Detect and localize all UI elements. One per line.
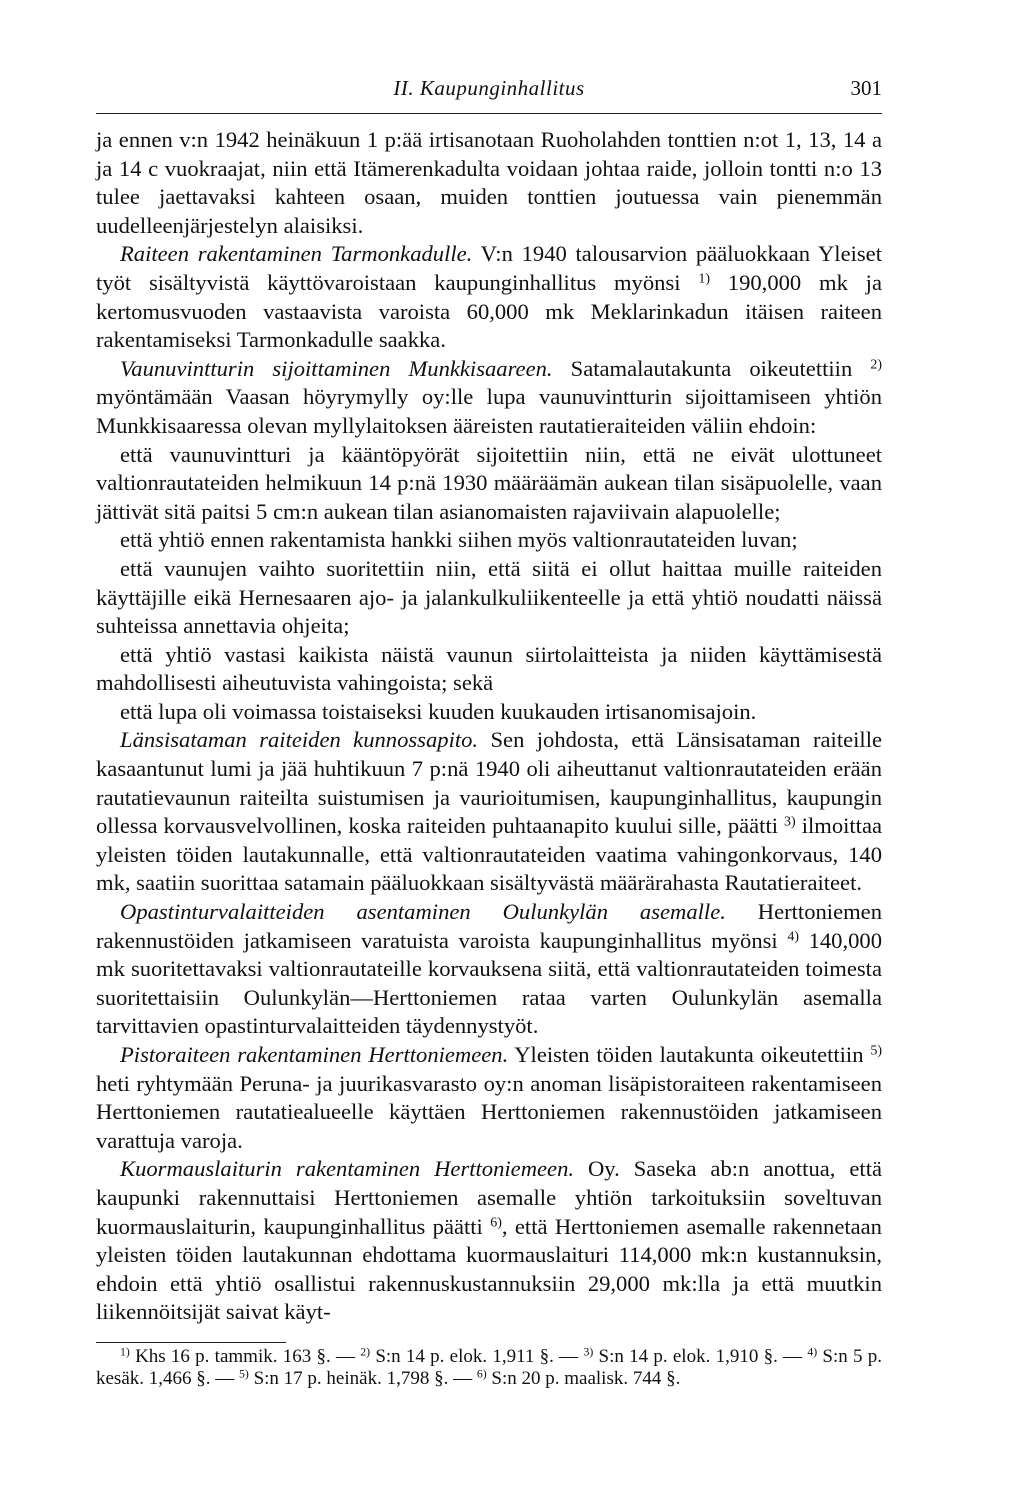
footnote-mark: 5) (239, 1367, 249, 1381)
condition-4 (96, 641, 882, 698)
paragraph-text: 140,000 mk suoritettavaksi valtionrautateille korvauksena siitä, että valtionrautateiden toimesta suoritettaisiin Oulunkylän—Herttoniemen rataa varten Oulunkylän asemalla tarvittavien opastinturvalaitteiden täydennystyöt. (96, 927, 883, 1039)
paragraph-text: heti ryhtymään Peruna- ja juurikasvarasto oy:n anoman lisäpistoraiteen rakentamiseen Herttoniemen rautatiealueelle käyttäen Herttoniemen rakennustöiden jatkamiseen varattuja varoja. (96, 1070, 882, 1153)
condition-2 (96, 526, 882, 555)
paragraph-text: myöntämään Vaasan höyrymylly oy:lle lupa vaunuvintturin sijoittamiseen yhtiön Munkkisaaressa olevan myllylaitoksen ääreisten rautatieraiteiden väliin ehdoin: (96, 384, 882, 438)
footnote-ref: 6) (490, 1214, 502, 1230)
running-head-title: II. Kaupunginhallitus (393, 76, 585, 100)
paragraph-text: Yleisten töiden lautakunta oikeutettiin (508, 1042, 871, 1067)
footnote-mark: 6) (476, 1367, 487, 1381)
condition-text: että yhtiö vastasi kaikista näistä vaunun siirtolaitteista ja niiden käyttämisestä mahdollisesti aiheutuvista vahingoista; sekä (96, 641, 882, 696)
running-head (96, 76, 882, 106)
paragraph-text: Oy. Saseka ab:n anottua, että kaupunki rakennuttaisi Herttoniemen asemalle yhtiön tarkoituksiin soveltuvan kuormauslaiturin, kaupunginhallitus päätti (96, 1156, 883, 1239)
footnotes (96, 1346, 882, 1390)
condition-5 (96, 698, 882, 727)
footnote-text: S:n 17 p. heinäk. 1,798 §. — (248, 1368, 477, 1389)
paragraph-text: ilmoittaa yleisten töiden lautakunnalle, että valtionrautateiden vaatima vahingonkorvaus, 140 mk, saatiin suorittaa satamain pääluokkaan sisältyvästä määrärahasta Rautatieraiteet. (96, 813, 883, 896)
paragraph-continuation (96, 126, 882, 240)
condition-3 (96, 555, 882, 641)
section-heading: Länsisataman raiteiden kunnossapito. (120, 727, 479, 753)
condition-text: että vaunujen vaihto suoritettiin niin, että siitä ei ollut haittaa muille raiteiden käyttäjille eikä Hernesaaren ajo- ja jalankulkuliikenteelle ja että yhtiö noudatti näissä suhteissa annettavia ohjeita; (96, 555, 882, 639)
footnote-ref: 1) (698, 271, 710, 287)
paragraph-lansisatama (96, 726, 882, 898)
footnote-mark: 2) (360, 1345, 371, 1359)
paragraph-text: 190,000 mk ja kertomusvuoden vastaavista varoista 60,000 mk Meklarinkadun itäisen raiteen rakentamiseksi Tarmonkadulle saakka. (96, 269, 882, 353)
paragraph-kuormauslaituri (96, 1155, 882, 1327)
footnote-ref: 2) (870, 357, 882, 373)
footnote-mark: 4) (807, 1345, 818, 1359)
paragraph-text: Sen johdosta, että Länsisataman raiteille kasaantunut lumi ja jää huhtikuun 7 p:nä 1940 oli aiheuttanut valtionrautateiden erään rautatievaunun raiteilta suistumisen ja vaurioitumisen, kaupunginhallitus, kaupungin ollessa korvausvelvollinen, koska raiteiden puhtaanapito kuului sille, päätti (96, 727, 882, 839)
footnote-mark: 3) (583, 1345, 594, 1359)
footnote-text: S:n 5 p. kesäk. 1,466 §. — (96, 1346, 882, 1389)
body-text (96, 126, 882, 1327)
section-heading: Pistoraiteen rakentaminen Herttoniemeen. (120, 1042, 509, 1067)
footnote-rule (96, 1342, 286, 1343)
footnote-text: S:n 20 p. maalisk. 744 §. (486, 1368, 681, 1389)
footnote-text: S:n 14 p. elok. 1,911 §. — (370, 1346, 584, 1367)
condition-text: että lupa oli voimassa toistaiseksi kuuden kuukauden irtisanomisajoin. (120, 698, 757, 724)
paragraph-text: Satamalautakunta oikeutettiin (552, 355, 871, 381)
paragraph-text: V:n 1940 talousarvion pääluokkaan Yleiset työt sisältyvistä käyttövaroistaan kaupunginhallitus myönsi (96, 241, 882, 295)
paragraph-text: , että Herttoniemen asemalle rakennetaan yleisten töiden lautakunnan ehdottama kuormauslaituri 114,000 mk:n kustannuksin, ehdoin että yhtiö osallistui rakennuskustannuksiin 29,000 mk:lla ja että muutkin liikennöitsijät saivat käyt- (96, 1213, 882, 1325)
condition-1 (96, 441, 882, 527)
footnote-text: Khs 16 p. tammik. 163 §. — (129, 1346, 361, 1367)
section-heading: Raiteen rakentaminen Tarmonkadulle. (120, 241, 473, 267)
footnote-mark: 1) (120, 1345, 130, 1359)
footnote-text: S:n 14 p. elok. 1,910 §. — (593, 1346, 808, 1367)
paragraph-tarmonkatu (96, 240, 882, 354)
paragraph-oulunkyla (96, 898, 882, 1041)
paragraph-text: Herttoniemen rakennustöiden jatkamiseen varatuista varoista kaupunginhallitus myönsi (96, 899, 882, 953)
paragraph-munkkisaari (96, 355, 882, 441)
header-rule (96, 113, 882, 114)
section-heading: Opastinturvalaitteiden asentaminen Oulunkylän asemalle. (120, 899, 726, 925)
footnote-ref: 4) (787, 928, 799, 944)
footnote-ref: 3) (784, 814, 796, 830)
section-heading: Kuormauslaiturin rakentaminen Herttoniemeen. (120, 1156, 575, 1182)
footnote-ref: 5) (870, 1043, 882, 1059)
paragraph-pistoraide (96, 1041, 882, 1155)
section-heading: Vaunuvintturin sijoittaminen Munkkisaareen. (120, 355, 553, 381)
condition-text: että yhtiö ennen rakentamista hankki siihen myös valtionrautateiden luvan; (120, 527, 798, 553)
condition-text: että vaunuvintturi ja kääntöpyörät sijoitettiin niin, että ne eivät ulottuneet valtionrautateiden helmikuun 14 p:nä 1930 määräämän aukean tilan sisäpuolelle, vaan jättivät sitä paitsi 5 cm:n aukean tilan asianomaisten rajaviivain alapuolelle; (96, 441, 882, 524)
page-number: 301 (850, 76, 882, 100)
paragraph-text: ja ennen v:n 1942 heinäkuun 1 p:ää irtisanotaan Ruoholahden tonttien n:ot 1, 13, 14 a ja 14 c vuokraajat, niin että Itämerenkadulta voidaan johtaa raide, jolloin tontti n:o 13 tulee jaettavaksi kahteen osaan, muiden tonttien joutuessa vain pienemmän uudelleenjärjestelyn alaisiksi. (96, 127, 882, 238)
